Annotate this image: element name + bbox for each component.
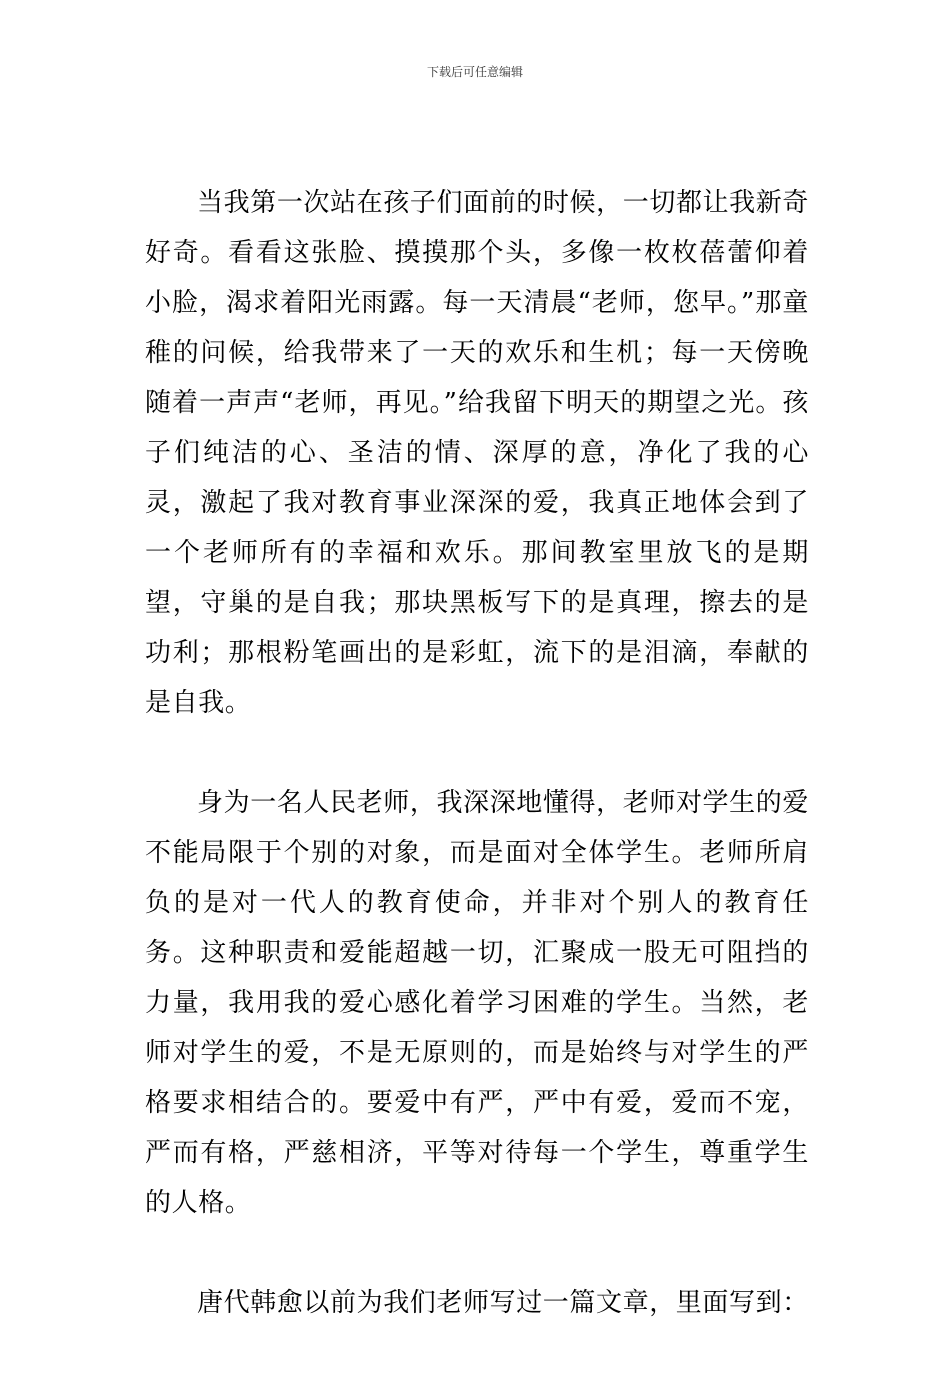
document-body — [145, 178, 809, 1378]
paragraph-2: 身为一名人民老师，我深深地懂得，老师对学生的爱不能局限于个别的对象，而是面对全体学生。老师所肩负的是对一代人的教育使命，并非对个别人的教育任务。这种职责和爱能超越一切，汇聚成一股无可阻挡的力量，我用我的爱心感化着学习困难的学生。当然，老师对学生的爱，不是无原则的，而是始终与对学生的严格要求相结合的。要爱中有严，严中有爱，爱而不宠，严而有格，严慈相济，平等对待每一个学生，尊重学生的人格。 — [145, 788, 809, 1218]
paragraph-3: 唐代韩愈以前为我们老师写过一篇文章，里面写到： — [197, 1288, 809, 1318]
page-header: 下载后可任意编辑 — [426, 65, 523, 79]
paragraph-1: 当我第一次站在孩子们面前的时候，一切都让我新奇好奇。看看这张脸、摸摸那个头，多像一枚枚蓓蕾仰着小脸，渴求着阳光雨露。每一天清晨“老师，您早。”那童稚的问候，给我带来了一天的欢乐和生机；每一天傍晚随着一声声“老师，再见。”给我留下明天的期望之光。孩子们纯洁的心、圣洁的情、深厚的意，净化了我的心灵，激起了我对教育事业深深的爱，我真正地体会到了一个老师所有的幸福和欢乐。那间教室里放飞的是期望，守巢的是自我；那块黑板写下的是真理，擦去的是功利；那根粉笔画出的是彩虹，流下的是泪滴，奉献的是自我。 — [145, 188, 809, 718]
